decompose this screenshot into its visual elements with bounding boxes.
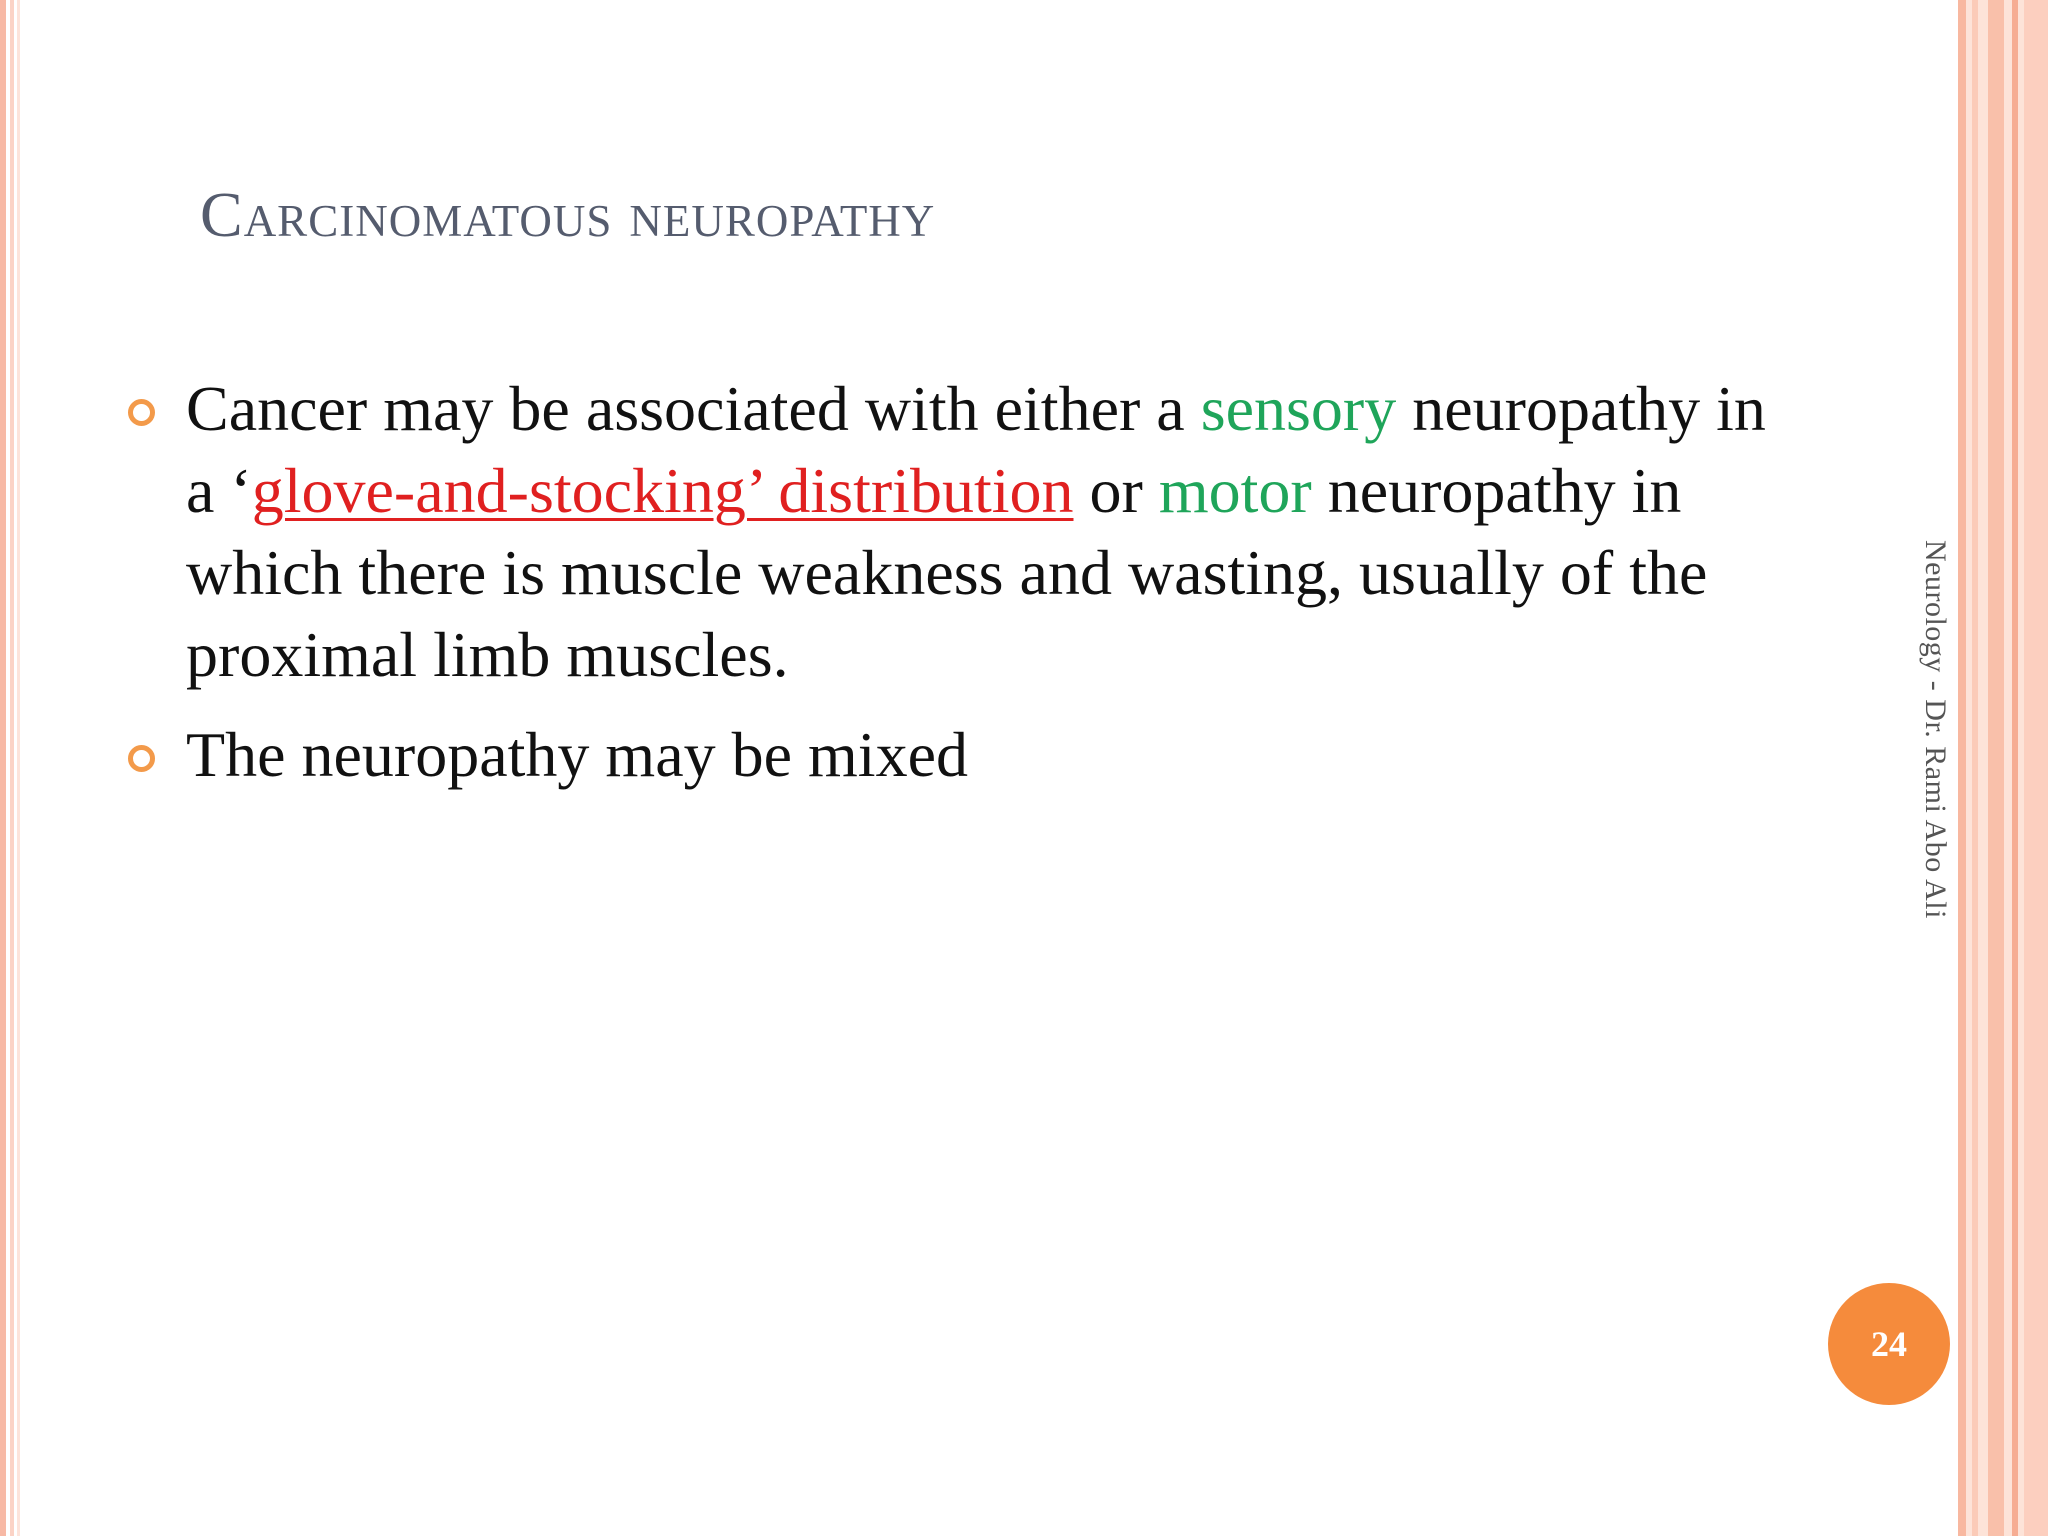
- right-border-stripe: [1988, 0, 2004, 1536]
- right-border-stripe: [1972, 0, 1978, 1536]
- right-border-stripe: [2012, 0, 2018, 1536]
- slide-title: Carcinomatous neuropathy: [200, 179, 936, 250]
- footer-side-text: Neurology - Dr. Rami Abo Ali: [1919, 540, 1952, 919]
- left-border-stripe: [10, 0, 14, 1536]
- bullet-text-segment: neuropathy in a ‘: [186, 373, 1766, 526]
- bullet-text-segment: or: [1073, 455, 1159, 526]
- right-border-stripe: [2024, 0, 2048, 1536]
- bullet-list: [120, 368, 1770, 814]
- highlight-motor: motor: [1158, 455, 1312, 526]
- bullet-ring-icon: [128, 399, 155, 426]
- left-border-stripe: [17, 0, 20, 1536]
- bullet-ring-icon: [128, 745, 155, 772]
- highlight-sensory: sensory: [1200, 373, 1397, 444]
- highlight-glove-and-stocking: glove-and-stocking’ distribution: [251, 455, 1074, 526]
- page-number: 24: [1871, 1324, 1907, 1364]
- bullet-text-segment: Cancer may be associated with either a: [186, 373, 1201, 444]
- left-border-stripe: [0, 0, 6, 1536]
- bullet-text-segment: neuropathy in which there is muscle weakness and wasting, usually of the proximal limb muscles.: [186, 455, 1708, 690]
- bullet-item: [120, 368, 1770, 696]
- page-number-badge: [1828, 1283, 1950, 1405]
- bullet-item: [120, 714, 1770, 796]
- bullet-text-segment: The neuropathy may be mixed: [186, 719, 968, 790]
- right-border-stripe: [1958, 0, 1966, 1536]
